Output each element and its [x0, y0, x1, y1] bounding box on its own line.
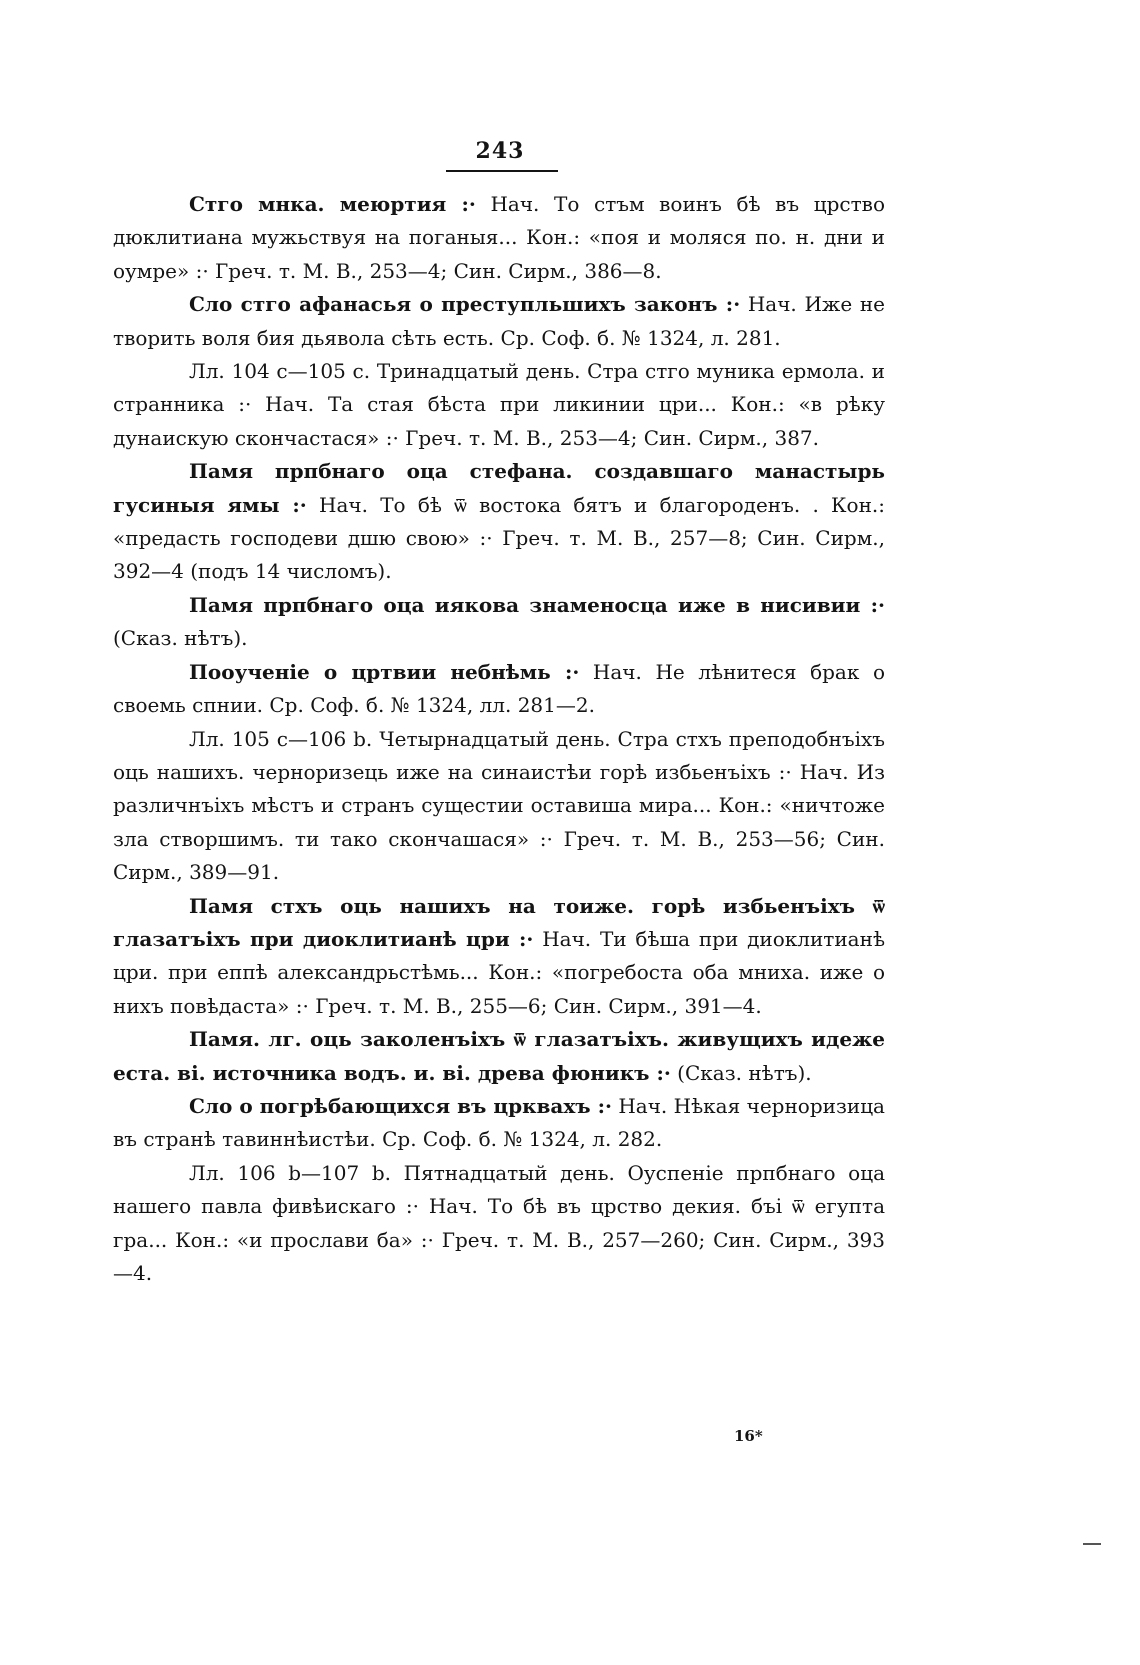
paragraph-10-lead: Сло о погрѣбающихся въ црквахъ :· [189, 1093, 612, 1118]
paragraph-8-body: Нач. Ти бѣша при диоклитианѣ цри. при еппѣ александрьстѣмь... Кон.: «погребоста оба мниха. иже о нихъ повѣдаста» :· Греч. т. М. В., 255—6; Син. Сирм., 391—4. [113, 926, 885, 1018]
signature-mark: 16* [734, 1427, 763, 1445]
paragraph-5-body: (Сказ. нѣтъ). [113, 626, 248, 651]
paragraph-8 [113, 890, 885, 1024]
paragraph-1 [113, 188, 885, 288]
paragraph-11 [113, 1157, 885, 1291]
paragraph-1-lead: Стго мнка. меюртия :· [189, 192, 476, 216]
paragraph-4 [113, 455, 885, 589]
paragraph-11-body: Лл. 106 b—107 b. Пятнадцатый день. Оуспеніе прпбнаго оца нашего павла фивѣискаго :· Нач. То бѣ въ црство декия. бъі ѿ егупта гра... Кон.: «и прослави ба» :· Греч. т. М. В., 257—260; Син. Сирм., 393—4. [113, 1160, 885, 1285]
paragraph-2 [113, 288, 885, 355]
paragraph-6-lead: Поoученіе о цртвии небнѣмь :· [189, 659, 580, 684]
paragraph-6 [113, 656, 885, 723]
paragraph-5 [113, 589, 885, 656]
paragraph-7 [113, 723, 885, 890]
paragraph-1-body: Нач. То стъм воинъ бѣ въ црство дюклитиана мужьствуя на поганыя... Кон.: «поя и моляся по. н. дни и оумре» :· Греч. т. М. В., 253—4; Син. Сирм., 386—8. [113, 192, 885, 283]
paragraph-7-body: Лл. 105 с—106 b. Четырнадцатый день. Стра стхъ преподобнъіхъ оць нашихъ. черноризець иже на синаистѣи горѣ избьенъіхъ :· Нач. Из различнъіхъ мѣстъ и странъ сущестии оставиша мира... Кон.: «ничтоже зла створшимъ. ти тако скончашася» :· Греч. т. М. В., 253—56; Син. Сирм., 389—91. [113, 726, 885, 885]
paragraph-9-body: (Сказ. нѣтъ). [670, 1060, 812, 1085]
margin-scan-mark [1083, 1543, 1101, 1545]
paragraph-3 [113, 355, 885, 455]
body-text [113, 188, 885, 1290]
paragraph-8-lead: Памя стхъ оць нашихъ на тоиже. горѣ избьенъіхъ ѿ глазатъіхъ при диоклитианѣ цри :· [113, 893, 885, 951]
paragraph-2-lead: Сло стго афанасья о преступльшихъ законъ :· [189, 292, 741, 317]
paragraph-10 [113, 1090, 885, 1157]
paragraph-5-lead: Памя прпбнаго оца иякова знаменосца иже в нисивии :· [189, 592, 885, 617]
paragraph-9 [113, 1023, 885, 1090]
page-number: 243 [475, 138, 525, 164]
paragraph-3-body: Лл. 104 с—105 с. Тринадцатый день. Стра стго муника ермола. и странника :· Нач. Та стая бѣста при ликинии цри... Кон.: «в рѣку дунаискую скончастася» :· Греч. т. М. В., 253—4; Син. Сирм., 387. [113, 359, 885, 450]
paragraph-4-lead: Памя прпбнаго оца стефана. создавшаго манастырь гусиныя ямы :· [113, 459, 885, 517]
paragraph-10-body: Нач. Нѣкая черноризица въ странѣ тавиннѣистѣи. Ср. Соф. б. № 1324, л. 282. [113, 1093, 885, 1152]
paragraph-4-body: Нач. То бѣ ѿ востока бятъ и благороденъ. . Кон.: «предасть господеви дшю свою» :· Греч. т. М. В., 257—8; Син. Сирм., 392—4 (подъ 14 числомъ). [113, 492, 885, 584]
paragraph-2-body: Нач. Иже не творить воля бия дьявола сѣть есть. Ср. Соф. б. № 1324, л. 281. [113, 292, 885, 350]
page-number-rule [446, 170, 558, 172]
paragraph-6-body: Нач. Не лѣнитеся брак о своемь спнии. Ср. Соф. б. № 1324, лл. 281—2. [113, 659, 885, 718]
paragraph-9-lead: Памя. лг. оць заколенъіхъ ѿ глазатъіхъ. живущихъ идеже еста. ві. источника водъ. и. ві. древа фюникъ :· [113, 1027, 885, 1085]
